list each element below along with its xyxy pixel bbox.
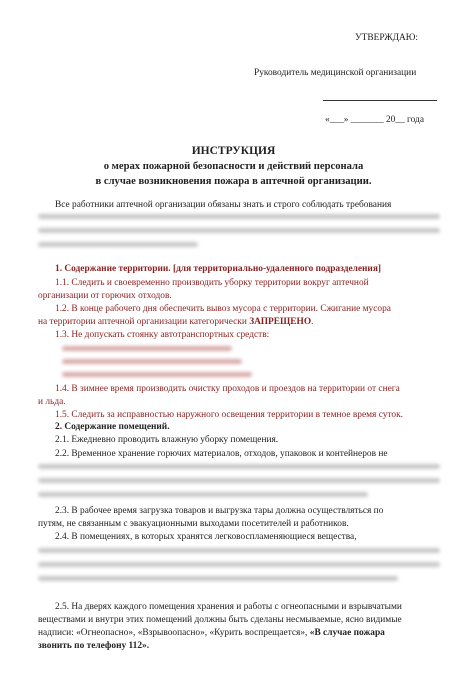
blurred-text: [38, 548, 440, 553]
blurred-text: [38, 228, 440, 233]
section-2-2: 2.2. Временное хранение горючих материалов, отходов, упаковок и контейнеров не: [55, 449, 388, 459]
blurred-text: [38, 464, 440, 469]
blurred-text: [38, 492, 368, 497]
intro-text: Все работники аптечной организации обязаны знать и строго соблюдать требования: [55, 200, 392, 210]
section-2-5-line-3: надписи: «Огнеопасно», «Взрывоопасно», «Курить воспрещается», «В случае пожара: [38, 628, 385, 638]
blurred-text: [38, 242, 198, 247]
section-1-3: 1.3. Не допускать стоянку автотранспортных средств:: [55, 330, 270, 340]
section-1-2-line-1: 1.2. В конце рабочего дня обеспечить вывоз мусора с территории. Сжигание мусора: [55, 304, 391, 314]
approval-label: УТВЕРЖДАЮ:: [355, 33, 419, 43]
document-subtitle-1: о мерах пожарной безопасности и действий персонала: [103, 161, 364, 172]
blurred-text: [38, 576, 398, 581]
section-1-4-line-1: 1.4. В зимнее время производить очистку проходов и проездов на территории от снега: [55, 384, 400, 394]
blurred-text: [38, 478, 440, 483]
section-2-5-line-2: веществами и внутри этих помещений должны быть сделаны несмываемые, ясно видимые: [38, 615, 402, 625]
section-1-2-line-2: на территории аптечной организации категорически ЗАПРЕЩЕНО.: [38, 317, 314, 327]
blurred-list-item: [62, 346, 232, 351]
section-1-4-line-2: и льда.: [38, 397, 66, 407]
section-2-1: 2.1. Ежедневно проводить влажную уборку помещения.: [55, 435, 279, 445]
blurred-text: [38, 214, 440, 219]
signature-line: [323, 100, 437, 101]
document-subtitle-2: в случае возникновения пожара в аптечной организации.: [95, 176, 372, 187]
section-2-4: 2.4. В помещениях, в которых хранятся легковоспламеняющиеся вещества,: [55, 532, 357, 542]
section-1-1-line-2: организации от горючих отходов.: [38, 291, 172, 301]
approver-title: Руководитель медицинской организации: [254, 68, 417, 78]
section-1-1-line-1: 1.1. Следить и своевременно производить уборку территории вокруг аптечной: [55, 278, 369, 288]
section-2-5-line-1: 2.5. На дверях каждого помещения хранения и работы с огнеопасными и взрывчатыми: [55, 602, 402, 612]
section-2-5-line-4: звонить по телефону 112».: [38, 641, 150, 651]
section-2-heading: 2. Содержание помещений.: [55, 422, 170, 432]
section-1-5: 1.5. Следить за исправностью наружного освещения территории в темное время суток.: [55, 410, 404, 420]
section-2-3-line-2: путям, не связанным с эвакуационными выходами посетителей и работников.: [38, 519, 349, 529]
blurred-list-item: [62, 372, 252, 377]
approval-date: «___» _______ 20__ года: [325, 115, 424, 125]
blurred-list-item: [62, 359, 242, 364]
section-2-3-line-1: 2.3. В рабочее время загрузка товаров и выгрузка тары должна осуществляться по: [55, 506, 384, 516]
section-1-heading: 1. Содержание территории. [для территориально-удаленного подразделения]: [55, 264, 382, 274]
blurred-text: [38, 562, 440, 567]
document-title: ИНСТРУКЦИЯ: [191, 145, 276, 157]
